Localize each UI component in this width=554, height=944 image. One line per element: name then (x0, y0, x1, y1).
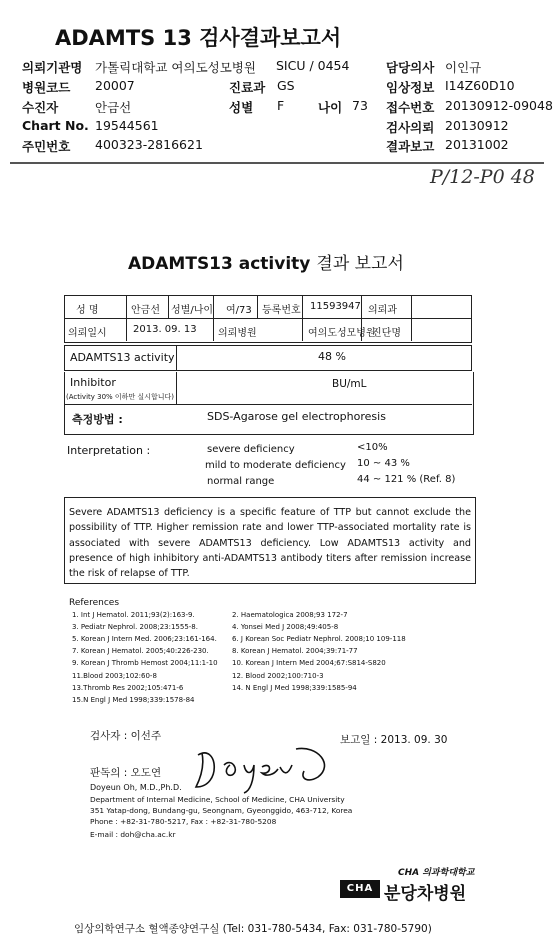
label-patient: 수진자 (22, 100, 59, 115)
table-hospital-value: 여의도성모병원 (308, 328, 376, 339)
label-age: 나이 (318, 100, 343, 115)
label-clinical-info: 임상정보 (386, 80, 435, 95)
reference-item: 4. Yonsei Med J 2008;49:405-8 (232, 623, 339, 631)
value-chart-no: 19544561 (95, 118, 159, 133)
explanation-paragraph: Severe ADAMTS13 deficiency is a specific feature of TTP but cannot exclude the possibility of TTP. Higher remission rate and lower TTP-associated mortality rate is associated with severe ADAMTS13 deficiency. Low ADAMTS13 activity and presence of high inhibitory anti-ADAMTS13 antibody titers after remission increase the risk of relapse of TTP. (69, 507, 471, 580)
inhibitor-unit: BU/mL (332, 378, 367, 390)
method-value: SDS-Agarose gel electrophoresis (207, 410, 386, 423)
table-hospital-label: 의뢰병원 (218, 328, 257, 339)
table-date-value: 2013. 09. 13 (133, 324, 197, 335)
inhibitor-label: Inhibitor (70, 376, 116, 389)
table-diag-label: 진단명 (372, 328, 401, 339)
interp-normal-value: 44 ~ 121 % (Ref. 8) (357, 474, 456, 485)
reference-item: 11.Blood 2003;102:60-8 (72, 672, 157, 680)
report-date-line (340, 732, 447, 747)
value-result-report: 20131002 (445, 137, 509, 152)
reference-item: 3. Pediatr Nephrol. 2008;23:1555-8. (72, 623, 198, 631)
value-request-date: 20130912 (445, 118, 509, 133)
logo-university: CHA 의과학대학교 (398, 868, 475, 878)
interp-mild-name: mild to moderate deficiency (205, 460, 346, 471)
interpretation-label: Interpretation : (67, 444, 151, 457)
phone-line: Phone : +82-31-780-5217, Fax : +82-31-780-5208 (90, 817, 277, 826)
reference-item: 9. Korean J Thromb Hemost 2004;11:1-10 (72, 659, 218, 667)
handwritten-note: P/12-P0 48 (430, 166, 535, 188)
table-name-label: 성 명 (76, 305, 99, 316)
reference-item: 14. N Engl J Med 1998;339:1585-94 (232, 684, 357, 692)
reference-item: 10. Korean J Intern Med 2004;67:S814-S820 (232, 659, 386, 667)
label-accession-no: 접수번호 (386, 100, 435, 115)
scan-report-title (128, 249, 404, 274)
value-requesting-institution: 가톨릭대학교 여의도성모병원 (95, 60, 256, 75)
table-regno-value: 11593947 (310, 301, 361, 312)
reference-item: 1. Int J Hematol. 2011;93(2):163-9. (72, 611, 195, 619)
table-sexage-label: 성별/나이 (171, 305, 214, 316)
reference-item: 2. Haematologica 2008;93 172-7 (232, 611, 348, 619)
header-divider (10, 162, 544, 164)
tester-name: 이선주 (130, 730, 162, 742)
address-line: 351 Yatap-dong, Bundang-gu, Seongnam, Gyeonggido, 463-712, Korea (90, 806, 353, 815)
label-requesting-institution: 의뢰기관명 (22, 60, 83, 75)
value-attending-doctor: 이인규 (445, 60, 482, 75)
reference-item: 12. Blood 2002;100:710-3 (232, 672, 324, 680)
value-sex: F (277, 98, 285, 113)
label-hospital-code: 병원코드 (22, 80, 71, 95)
scan-title-en: ADAMTS13 activity (128, 254, 311, 274)
report-date-label: 보고일 : (340, 734, 378, 746)
table-sexage-value: 여/73 (226, 305, 252, 316)
tester-line (90, 728, 161, 743)
interp-severe-value: <10% (357, 442, 388, 453)
reader-name: 오도연 (130, 767, 162, 779)
label-chart-no: Chart No. (22, 118, 89, 133)
label-sex: 성별 (229, 100, 254, 115)
department-line: Department of Internal Medicine, School of Medicine, CHA University (90, 795, 345, 804)
value-hospital-code: 20007 (95, 78, 135, 93)
table-name-value: 안금선 (131, 305, 160, 316)
reader-line (90, 765, 161, 780)
reference-item: 5. Korean J Intern Med. 2006;23:161-164. (72, 635, 217, 643)
tester-label: 검사자 : (90, 730, 128, 742)
activity-value: 48 % (318, 350, 346, 363)
label-attending-doctor: 담당의사 (386, 60, 435, 75)
doctor-signature (188, 735, 343, 795)
report-date-value: 2013. 09. 30 (380, 734, 448, 746)
interp-normal-name: normal range (207, 476, 275, 487)
footer-lab-line: 임상의학연구소 혈액종양연구실 (Tel: 031-780-5434, Fax: 031-780-5790) (74, 923, 432, 935)
reader-label: 판독의 : (90, 767, 128, 779)
reference-item: 6. J Korean Soc Pediatr Nephrol. 2008;10 109-118 (232, 635, 406, 643)
reference-item: 7. Korean J Hematol. 2005;40:226-230. (72, 647, 209, 655)
references-title: References (69, 598, 120, 608)
label-result-report: 결과보고 (386, 139, 435, 154)
interp-severe-name: severe deficiency (207, 444, 295, 455)
table-date-label: 의뢰일시 (68, 328, 107, 339)
value-clinical-info: I14Z60D10 (445, 78, 515, 93)
value-age: 73 (352, 98, 368, 113)
value-department: GS (277, 78, 295, 93)
value-resident-no: 400323-2816621 (95, 137, 203, 152)
report-title: ADAMTS 13 검사결과보고서 (55, 26, 342, 50)
label-department: 진료과 (229, 80, 266, 95)
value-accession-no: 20130912-09048 (445, 98, 553, 113)
cha-logo-mark: CHA (340, 880, 380, 898)
value-ward: SICU / 0454 (276, 58, 350, 73)
scan-title-kr: 결과 보고서 (316, 254, 404, 274)
method-label: 측정방법 : (72, 413, 123, 426)
label-request-date: 검사의뢰 (386, 120, 435, 135)
reference-item: 8. Korean J Hematol. 2004;39:71-77 (232, 647, 358, 655)
doctor-name: Doyeun Oh, M.D.,Ph.D. (90, 783, 182, 792)
email-line: E-mail : doh@cha.ac.kr (90, 830, 176, 839)
inhibitor-note: (Activity 30% 이하만 실시합니다) (66, 393, 174, 401)
table-regno-label: 등록번호 (262, 305, 301, 316)
table-dept-label: 의뢰과 (368, 305, 397, 316)
interp-mild-value: 10 ~ 43 % (357, 458, 410, 469)
value-patient: 안금선 (95, 100, 132, 115)
reference-item: 15.N Engl J Med 1998;339:1578-84 (72, 696, 195, 704)
reference-item: 13.Thromb Res 2002;105:471-6 (72, 684, 184, 692)
logo-hospital-name: 분당차병원 (384, 884, 467, 904)
label-resident-no: 주민번호 (22, 139, 71, 154)
activity-label: ADAMTS13 activity (70, 351, 175, 364)
